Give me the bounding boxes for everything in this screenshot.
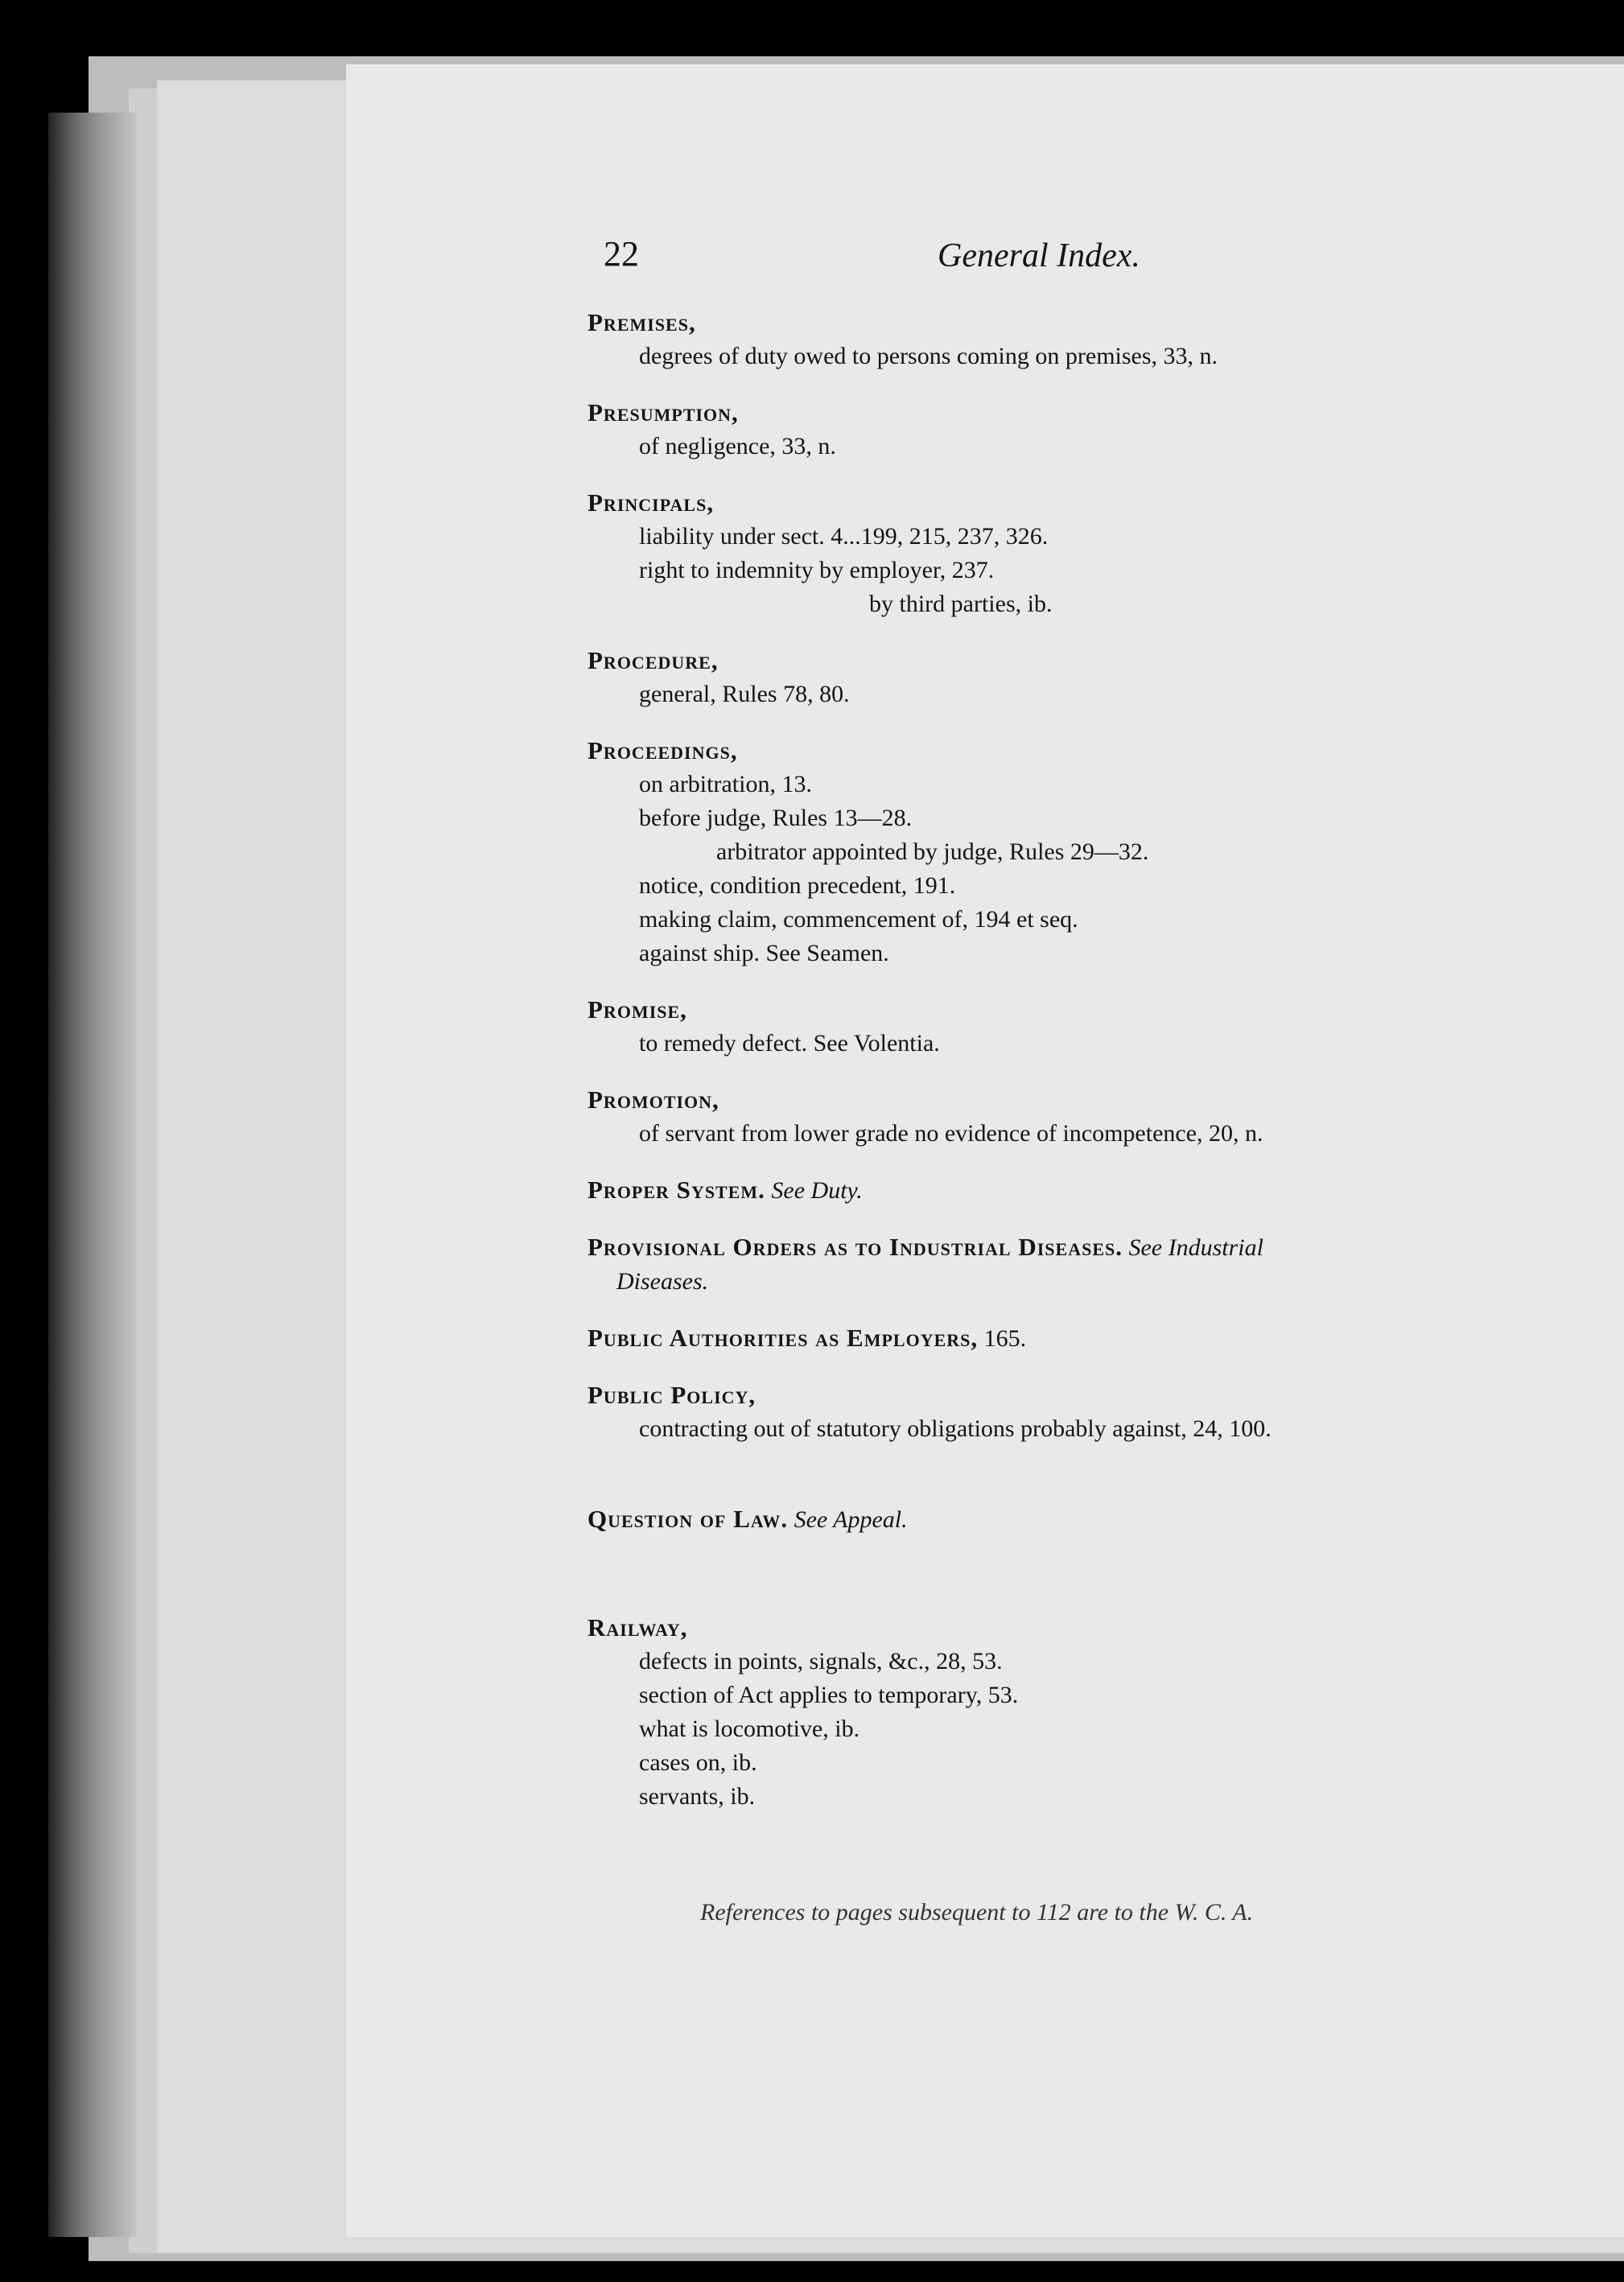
entry-sub: right to indemnity by employer, 237. bbox=[639, 557, 995, 583]
entry-sub: notice, condition precedent, 191. bbox=[639, 872, 956, 899]
entry-heading: Premises, bbox=[587, 308, 696, 336]
entry-sub: arbitrator appointed by judge, Rules 29—32. bbox=[716, 838, 1149, 865]
index-entry-question-of-law bbox=[587, 1502, 1537, 1537]
running-title: General Index. bbox=[938, 237, 1140, 274]
entry-sub: servants, ib. bbox=[639, 1783, 756, 1810]
entry-heading: Principals, bbox=[587, 488, 715, 517]
entry-heading: Promise, bbox=[587, 995, 687, 1024]
entry-sub: section of Act applies to temporary, 53. bbox=[639, 1682, 1019, 1708]
index-entry-public-authorities bbox=[587, 1321, 1537, 1356]
entry-sub: before judge, Rules 13—28. bbox=[639, 805, 913, 831]
book-spine-shadow bbox=[48, 113, 137, 2237]
entry-heading: Railway, bbox=[587, 1613, 688, 1641]
entry-heading: Question of Law. bbox=[587, 1505, 789, 1533]
entry-sub: by third parties, ib. bbox=[869, 591, 1053, 617]
index-entry-promise bbox=[587, 993, 1537, 1061]
index-entry-provisional-orders bbox=[587, 1230, 1537, 1299]
page-number: 22 bbox=[604, 234, 639, 274]
entry-sub: against ship. See Seamen. bbox=[639, 940, 889, 966]
entry-sub: what is locomotive, ib. bbox=[639, 1716, 860, 1742]
entry-cross-reference: See Appeal. bbox=[793, 1506, 908, 1533]
entry-heading: Provisional Orders as to Industrial Diseases. bbox=[587, 1233, 1123, 1261]
entry-heading: Presumption, bbox=[587, 398, 739, 426]
entry-sub: making claim, commencement of, 194 et seq. bbox=[639, 906, 1078, 933]
entry-sub: defects in points, signals, &c., 28, 53. bbox=[639, 1648, 1003, 1674]
entry-sub: cases on, ib. bbox=[639, 1749, 757, 1776]
entry-page-ref: 165. bbox=[983, 1325, 1027, 1352]
entry-cross-reference: See Duty. bbox=[771, 1177, 863, 1204]
index-entry-presumption bbox=[587, 396, 1537, 463]
index-entry-promotion bbox=[587, 1083, 1537, 1151]
index-entry-principals bbox=[587, 486, 1537, 621]
entry-sub: of servant from lower grade no evidence of incompetence, 20, n. bbox=[639, 1120, 1263, 1147]
entry-heading: Proceedings, bbox=[587, 736, 738, 764]
running-header bbox=[346, 233, 1624, 282]
page-footnote: References to pages subsequent to 112 are to the W. C. A. bbox=[700, 1899, 1254, 1926]
entry-sub: liability under sect. 4...199, 215, 237, 326. bbox=[639, 523, 1049, 550]
entry-heading: Procedure, bbox=[587, 646, 719, 674]
entry-sub: to remedy defect. See Volentia. bbox=[639, 1030, 940, 1057]
entry-sub: contracting out of statutory obligations probably against, 24, 100. bbox=[639, 1415, 1272, 1442]
entry-heading: Public Authorities as Employers, bbox=[587, 1324, 979, 1352]
entry-sub: general, Rules 78, 80. bbox=[639, 681, 850, 707]
index-entry-procedure bbox=[587, 644, 1537, 711]
index-entry-public-policy bbox=[587, 1378, 1537, 1446]
index-entry-railway bbox=[587, 1611, 1537, 1814]
entry-cross-reference: See Industrial bbox=[1128, 1234, 1263, 1261]
index-entry-premises bbox=[587, 306, 1537, 373]
entry-sub: of negligence, 33, n. bbox=[639, 433, 836, 459]
index-entry-proper-system bbox=[587, 1173, 1537, 1208]
entry-heading: Promotion, bbox=[587, 1085, 719, 1114]
entry-continuation: Diseases. bbox=[616, 1268, 709, 1295]
index-entry-proceedings bbox=[587, 734, 1537, 970]
index-content bbox=[587, 306, 1537, 1836]
entry-heading: Public Policy, bbox=[587, 1381, 756, 1409]
entry-sub: on arbitration, 13. bbox=[639, 771, 812, 797]
entry-sub: degrees of duty owed to persons coming on premises, 33, n. bbox=[639, 343, 1218, 369]
book-page bbox=[346, 64, 1624, 2237]
entry-heading: Proper System. bbox=[587, 1176, 765, 1204]
